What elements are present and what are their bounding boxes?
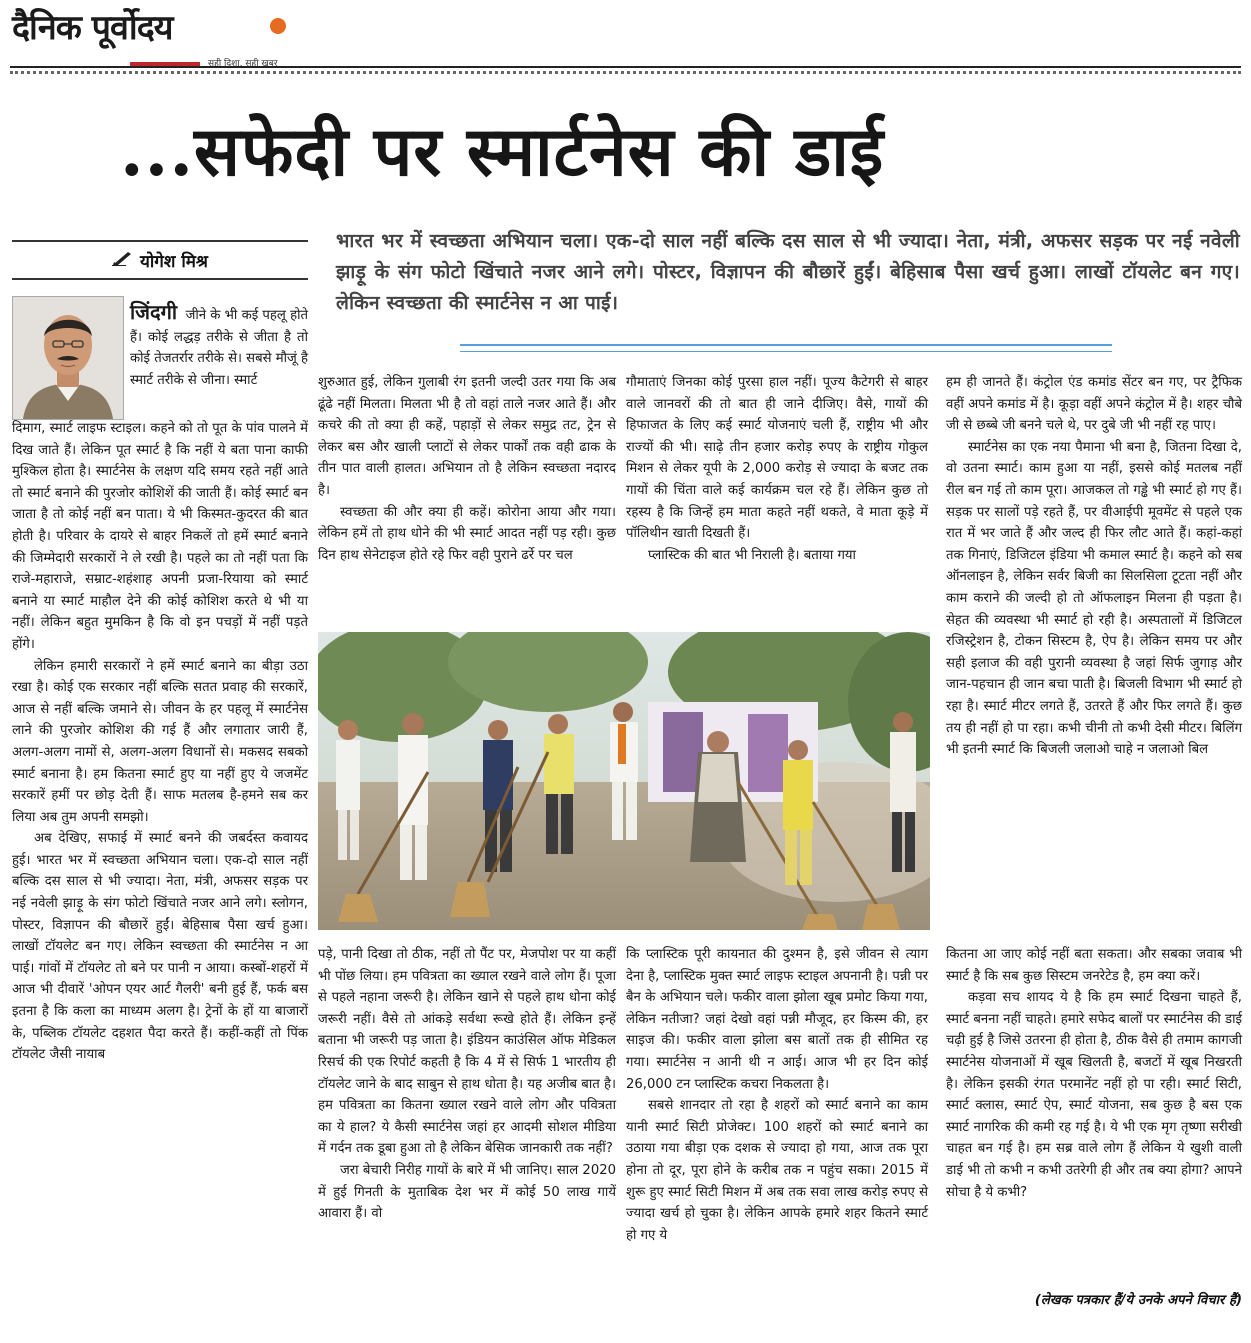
lead-word: जिंदगी bbox=[130, 300, 178, 324]
paragraph: कड़वा सच शायद ये है कि हम स्मार्ट दिखना चाहते हैं, स्मार्ट बनना नहीं चाहते। हमारे सफेद बालों पर स्मार्टनेस की डाई चढ़ी हुई है जिसे उतरना ही होता है, ठीक वैसे ही तमाम कागजी स्मार्टनेस योजनाओं में खूब खिलती है, बजटों में खूब निखरती है। लेकिन इसकी रंगत परमानेंट नहीं हो पा रही। स्मार्ट सिटी, स्मार्ट क्लास, स्मार्ट ऐप, स्मार्ट योजना, सब कुछ है बस एक स्मार्ट नागरिक की कमी रह गई है। ये भी एक मृग तृष्णा सरीखी चाहत बन गई है। हम सब्र वाले लोग हैं लेकिन ये खुशी वाली डाई भी तो कभी न कभी उतरेगी ही और तब क्या होगा? आपने सोचा है ये कभी? bbox=[946, 990, 1242, 1200]
column-1 bbox=[12, 418, 308, 1066]
author-photo bbox=[12, 296, 124, 420]
paragraph: स्वच्छता की और क्या ही कहें। कोरोना आया और गया। लेकिन हमें तो हाथ धोने की भी स्मार्ट आदत नहीं पड़ रही। कुछ दिन हाथ सेनेटाइज होते रहे फिर वही पुराने ढर्रे पर चल bbox=[318, 504, 616, 563]
paragraph: दिमाग, स्मार्ट लाइफ स्टाइल। कहने को तो पूत के पांव पालने में दिख जाते हैं। लेकिन पूत स्मार्ट है कि नहीं ये बता पाना काफी मुश्किल होता है। स्मार्टनेस के लक्षण यदि समय रहते नहीं आते तो स्मार्ट बनाने की पुरजोर कोशिशें की जाती हैं। कोई स्मार्ट बन जाता है तो कोई नहीं बन पाता। ये भी किस्मत-कुदरत की बात होती है। परिवार के दायरे से बाहर निकलें तो हमें स्मार्ट बनाने की जिम्मेदारी सरकारों ने ले रखी है। पहले का तो नहीं पता कि राजे-महाराजे, सम्राट-शहंशाह अपनी प्रजा-रियाया को स्मार्ट बनाने या स्मार्ट माहौल देने की कोई कोशिश करते थे भी या नहीं। लेकिन बहुत मुमकिन है कि वो इन पचड़ों में नहीं पड़ते होंगे। bbox=[12, 421, 308, 652]
paragraph: कि प्लास्टिक पूरी कायनात की दुश्मन है, इसे जीवन से त्याग देना है, प्लास्टिक मुक्त स्मार्ट लाइफ स्टाइल अपनानी है। पन्नी पर बैन के अभियान चले। फकीर वाला झोला खूब प्रमोट किया गया, लेकिन नतीजा? जहां देखो वहां पन्नी मौजूद, हर किस्म की, हर साइज की। फकीर वाला झोला बस बातों तक ही सीमित रह गया। स्मार्टनेस न आनी थी न आई। आज भी हर दिन कोई 26,000 टन प्लास्टिक कचरा निकलता है। bbox=[626, 947, 928, 1092]
logo-dot-icon bbox=[270, 18, 286, 34]
masthead bbox=[12, 8, 282, 70]
column-4-top bbox=[946, 372, 1242, 761]
paragraph: शुरुआत हुई, लेकिन गुलाबी रंग इतनी जल्दी उतर गया कि अब ढूंढे नहीं मिलता। मिलता भी है तो वहां ताले नजर आते हैं। और कचरे की तो क्या ही कहें, पहाड़ों से लेकर समुद्र तट, ट्रेन से लेकर बस और खाली प्लाटों से लेकर पार्कों तक वही ढाक के तीन पात वाली हालत। अभियान तो है लेकिन स्वच्छता नदारद है। bbox=[318, 375, 616, 498]
masthead-tagline: सही दिशा, सही खबर bbox=[208, 59, 278, 69]
top-rule bbox=[10, 66, 1241, 68]
column-2-top bbox=[318, 372, 616, 566]
paragraph: कितना आ जाए कोई नहीं बता सकता। और सबका जवाब भी स्मार्ट है कि सब कुछ सिस्टम जनरेटेड है, हम क्या करें। bbox=[946, 947, 1242, 984]
news-photo bbox=[318, 632, 930, 930]
column-4-bottom bbox=[946, 944, 1242, 1203]
paragraph: हम ही जानते हैं। कंट्रोल एंड कमांड सेंटर बन गए, पर ट्रैफिक वहीं अपने कमांड में है। कूड़ा वहीं अपने कंट्रोल में है। शहर चौबे जी से छब्बे जी बनने चले थे, पर दुबे जी भी नहीं रह पाए। bbox=[946, 375, 1242, 434]
lead-text: जीने के भी कई पहलू होते हैं। कोई लद्धड़ तरीके से जीता है तो कोई तेजतर्रार तरीके से। सबसे मौजूं है स्मार्ट तरीके से जीना। स्मार्ट bbox=[130, 308, 309, 388]
column-1-lead bbox=[130, 302, 308, 391]
column-2-bottom bbox=[318, 944, 616, 1225]
paragraph: प्लास्टिक की बात भी निराली है। बताया गया bbox=[648, 547, 856, 563]
intro-rule-thin bbox=[460, 351, 1112, 352]
intro-paragraph: भारत भर में स्वच्छता अभियान चला। एक-दो साल नहीं बल्कि दस साल से भी ज्यादा। नेता, मंत्री, अफसर सड़क पर नई नवेली झाड़ू के संग फोटो खिंचाते नजर आने लगे। पोस्टर, विज्ञापन की बौछारें हुईं। बेहिसाब पैसा खर्च हुआ। लाखों टॉयलेट बन गए। लेकिन स्वच्छता की स्मार्टनेस न आ पाई। bbox=[336, 230, 1240, 314]
paragraph: गौमाताएं जिनका कोई पुरसा हाल नहीं। पूज्य कैटेगरी से बाहर वाले जानवरों की तो बात ही जाने दीजिए। वैसे, गायों की हिफाजत के लिए कई स्मार्ट योजनाएं चली हैं, राष्ट्रीय भी और राज्यों की भी। साढ़े तीन हजार करोड़ रुपए के राष्ट्रीय गोकुल मिशन से लेकर यूपी के 2,000 करोड़ से ज्यादा के बजट तक गायों की चिंता वाले कई कार्यक्रम चल रहे हैं। लेकिन कुछ तो रहस्य है कि जिन्हें हम माता कहते नहीं थकते, वे माता कूड़े में पॉलिथीन खाती दिखती हैं। bbox=[626, 375, 928, 542]
author-name: योगेश मिश्र bbox=[140, 251, 208, 272]
column-3-bottom bbox=[626, 944, 928, 1246]
column-3-top bbox=[626, 372, 928, 566]
cleanliness-drive-photo bbox=[318, 632, 930, 930]
pen-icon bbox=[112, 250, 134, 271]
paragraph: स्मार्टनेस का एक नया पैमाना भी बना है, जितना दिखा दे, वो उतना स्मार्ट। काम हुआ या नहीं, इससे कोई मतलब नहीं रील बन गई तो काम पूरा। आजकल तो गड्ढे भी स्मार्ट हो गए हैं। सड़क पर सालों पड़े रहते हैं, पर वीआईपी मूवमेंट से पहले एक रात में भर जाते हैं और जल्द ही फिर लौट आते हैं। कहां-कहां तक गिनाएं, डिजिटल इंडिया भी कमाल स्मार्ट है। कहने को सब ऑनलाइन है, लेकिन सर्वर बिजी का सिलसिला टूटता नहीं और काम कराने की जल्दी हो तो ऑफलाइन मिलना ही पड़ता है। सेहत की व्यवस्था भी स्मार्ट हो रही है। अस्पतालों में डिजिटल रजिस्ट्रेशन है, टोकन सिस्टम है, ऐप है। लेकिन समय पर और सही इलाज की वही पुरानी व्यवस्था है जहां सिर्फ जुगाड़ और जान-पहचान ही जान बचा पाती है। बिजली विभाग भी स्मार्ट हो रहा है। स्मार्ट मीटर लगते हैं, उतरते हैं और फिर लगते हैं। कुछ तय ही नहीं हो पा रहा। कभी चीनी तो कभी देसी मीटर। बिलिंग भी इतनी स्मार्ट कि बिजली जलाओ चाहे न जलाओ बिल bbox=[946, 439, 1242, 758]
paragraph: लेकिन हमारी सरकारों ने हमें स्मार्ट बनाने का बीड़ा उठा रखा है। कोई एक सरकार नहीं बल्कि सतत प्रवाह की सरकारें, आज से नहीं बल्कि जमाने से। जीवन के हर पहलू में स्मार्टनेस लाने की पुरजोर कोशिश की गई हैं और लगातार जारी हैं, अलग-अलग नामों से, अलग-अलग विधानों से। मकसद सबको स्मार्ट बनाना है। हम कितना स्मार्ट हुए या नहीं हुए ये जजमेंट सरकारें हमीं पर छोड़ देती हैं। साफ मतलब है-हमने सब कर लिया अब तुम अपनी समझो। bbox=[12, 658, 308, 825]
paragraph: जरा बेचारी निरीह गायों के बारे में भी जानिए। साल 2020 में हुई गिनती के मुताबिक देश भर में कोई 50 लाख गायें आवारा हैं। वो bbox=[318, 1162, 616, 1222]
paragraph: सबसे शानदार तो रहा है शहरों को स्मार्ट बनाने का काम यानी स्मार्ट सिटी प्रोजेक्ट। 100 शहरों को स्मार्ट बनाने का उठाया गया बीड़ा एक दशक से ज्यादा हो गया, आज तक पूरा होना तो दूर, पूरा होने के करीब तक न पहुंच सका। 2015 में शुरू हुए स्मार्ट सिटी मिशन में अब तक सवा लाख करोड़ रुपए से ज्यादा खर्च हो चुका है। लेकिन आपके हमारे शहर कितने स्मार्ट हो गए ये bbox=[626, 1098, 928, 1243]
byline bbox=[12, 240, 308, 280]
top-dotted-rule bbox=[10, 71, 1241, 74]
paragraph: पड़े, पानी दिखा तो ठीक, नहीं तो पैंट पर, मेजपोश पर या कहीं भी पोंछ लिया। हम पवित्रता का ख्याल रखने वाले लोग हैं। पूजा से पहले नहाना जरूरी है। लेकिन खाने से पहले हाथ धोना कोई जरूरी नहीं। वैसे तो आंकड़े सर्वथा रूखे होते हैं। लेकिन इन्हें बताना भी जरूरी पड़ जाता है। इंडियन काउंसिल ऑफ मेडिकल रिसर्च की एक रिपोर्ट कहती है कि 4 में से सिर्फ 1 भारतीय ही टॉयलेट जाने के बाद साबुन से हाथ धोता है। यह अजीब बात है। हम पवित्रता का कितना ख्याल रखने वाले लोग और पवित्रता का ये हाल? ये कैसी स्मार्टनेस जहां हर आदमी सोशल मीडिया में गर्दन तक डूबा हुआ तो है लेकिन बेसिक जानकारी तक नहीं? bbox=[318, 947, 616, 1157]
author-note: (लेखक पत्रकार हैं/ये उनके अपने विचार हैं) bbox=[1034, 1293, 1242, 1308]
newspaper-name: दैनिक पूर्वोदय bbox=[12, 8, 173, 48]
headline: ...सफेदी पर स्मार्टनेस की डाई bbox=[120, 112, 885, 192]
paragraph: अब देखिए, सफाई में स्मार्ट बनने की जबर्दस्त कवायद हुई। भारत भर में स्वच्छता अभियान चला। एक-दो साल नहीं बल्कि दस साल से भी ज्यादा। नेता, मंत्री, अफसर सड़क पर नई नवेली झाड़ू के संग फोटो खिंचाते नजर आने लगे। स्लोगन, पोस्टर, विज्ञापन की बौछारें हुईं। बेहिसाब पैसा खर्च हुआ। लाखों टॉयलेट बन गए। लेकिन स्वच्छता की स्मार्टनेस न आ पाई। गांवों में टॉयलेट तो बने पर पानी न आया। कस्बों-शहरों में आज भी दीवारें 'ओपन एयर आर्ट गैलरी' बनी हुई हैं, फर्क बस इतना है कि कला का माध्यम अलग है। ट्रेनों के हों या बाजारों के, पब्लिक टॉयलेट दहशत पैदा करते हैं। कहीं-कहीं तो पिंक टॉयलेट जैसी नायाब bbox=[12, 831, 308, 1063]
intro-rule bbox=[460, 344, 1112, 346]
